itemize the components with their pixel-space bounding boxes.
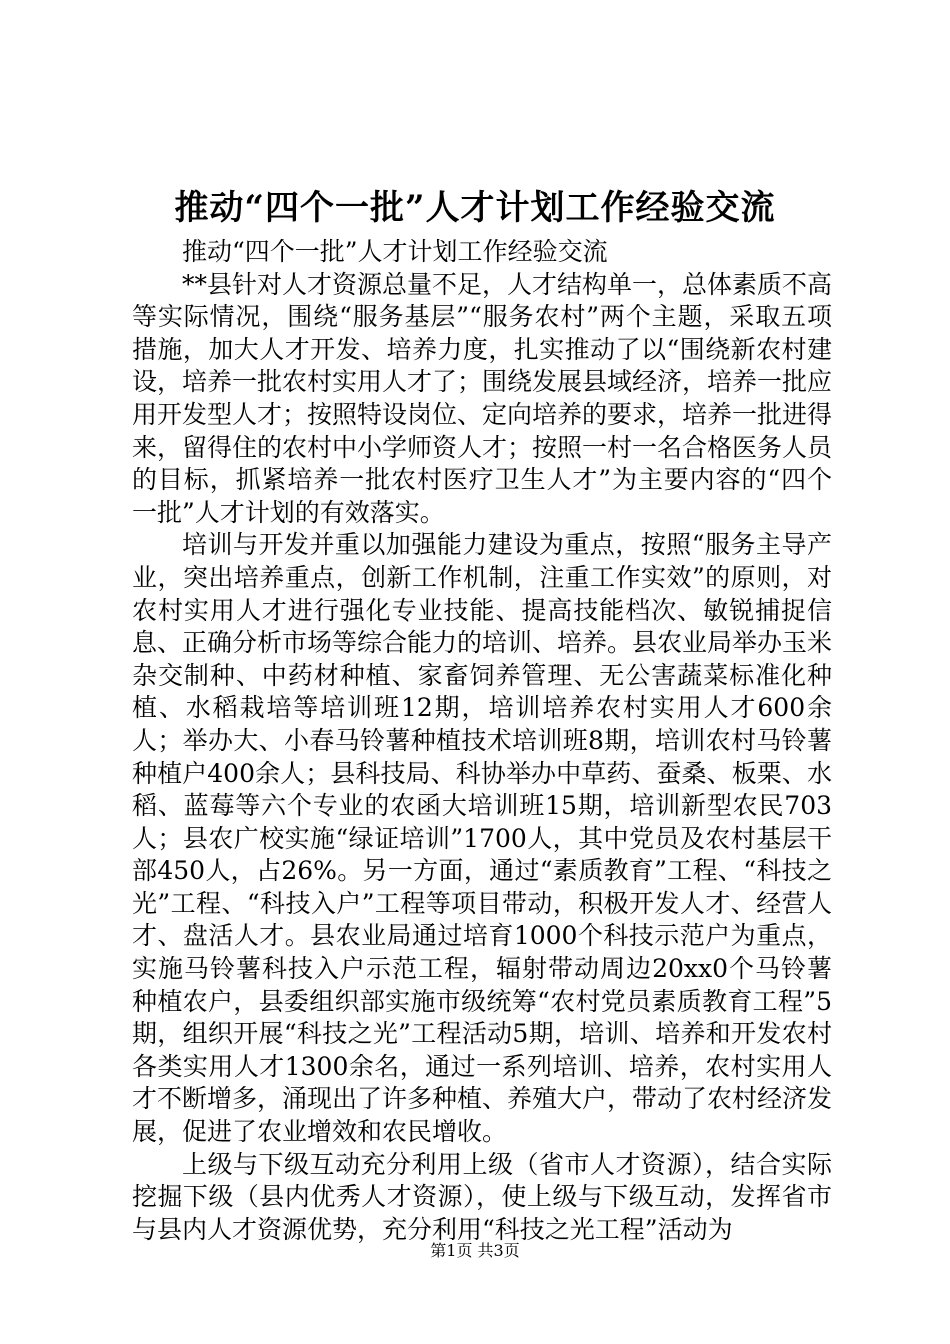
paragraph-interaction: 上级与下级互动充分利用上级（省市人才资源），结合实际挖掘下级（县内优秀人才资源），使上级与下级互动，发挥省市与县内人才资源优势，充分利用“科技之光工程”活动为 <box>132 1149 832 1244</box>
paragraph-intro: **县针对人才资源总量不足，人才结构单一，总体素质不高等实际情况，围绕“服务基层”“服务农村”两个主题，采取五项措施，加大人才开发、培养力度，扎实推动了以“围绕新农村建设，培养一批农村实用人才了；围绕发展县域经济，培养一批应用开发型人才；按照特设岗位、定向培养的要求，培养一批进得来，留得住的农村中小学师资人才；按照一村一名合格医务人员的目标，抓紧培养一批农村医疗卫生人才”为主要内容的“四个一批”人才计划的有效落实。 <box>132 269 833 527</box>
paragraph-subtitle: 推动“四个一批”人才计划工作经验交流 <box>182 237 608 266</box>
page-footer: 第1页 共3页 <box>430 1241 520 1260</box>
document-body <box>132 236 832 1246</box>
paragraph-training: 培训与开发并重以加强能力建设为重点，按照“服务主导产业，突出培养重点，创新工作机制，注重工作实效”的原则，对农村实用人才进行强化专业技能、提高技能档次、敏锐捕捉信息、正确分析市场等综合能力的培训、培养。县农业局举办玉米杂交制种、中药材种植、家畜饲养管理、无公害蔬菜标准化种植、水稻栽培等培训班12期，培训培养农村实用人才600余人；举办大、小春马铃薯种植技术培训班8期，培训农村马铃薯种植户400余人；县科技局、科协举办中草药、蚕桑、板栗、水稻、蓝莓等六个专业的农函大培训班15期，培训新型农民703人；县农广校实施“绿证培训”1700人，其中党员及农村基层干部450人，占26%。另一方面，通过“素质教育”工程、“科技之光”工程、“科技入户”工程等项目带动，积极开发人才、经营人才、盘活人才。县农业局通过培育1000个科技示范户为重点，实施马铃薯科技入户示范工程，辐射带动周边20xx0个马铃薯种植农户，县委组织部实施市级统筹“农村党员素质教育工程”5期，组织开展“科技之光”工程活动5期，培训、培养和开发农村各类实用人才1300余名，通过一系列培训、培养，农村实用人才不断增多，涌现出了许多种植、养殖大户，带动了农村经济发展，促进了农业增效和农民增收。 <box>132 530 833 1147</box>
document-title: 推动“四个一批”人才计划工作经验交流 <box>174 188 776 228</box>
